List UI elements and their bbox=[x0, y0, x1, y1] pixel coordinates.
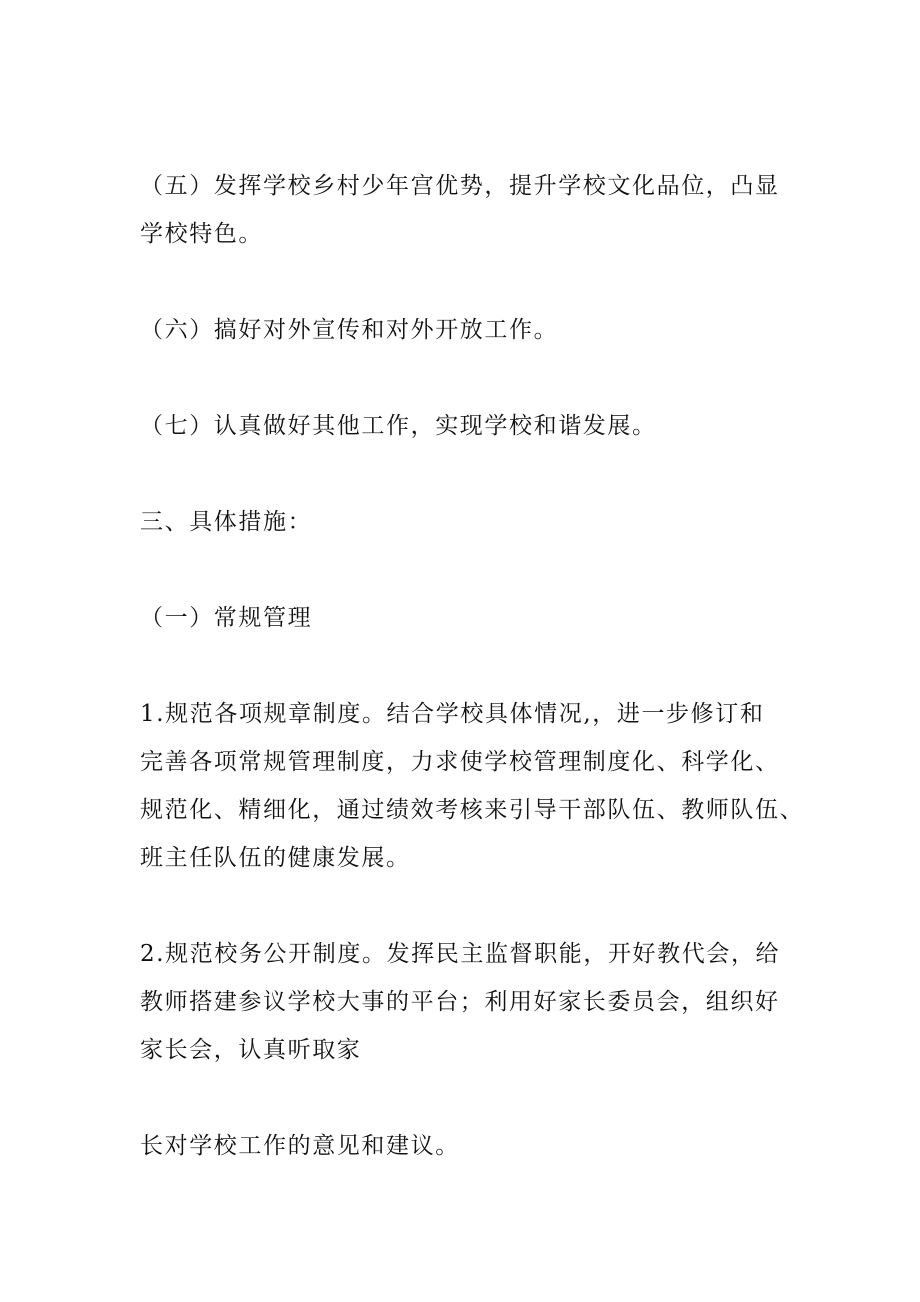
text-line: （六）搞好对外宣传和对外开放工作。 bbox=[140, 317, 559, 343]
text-line: 长对学校工作的意见和建议。 bbox=[140, 1133, 460, 1159]
text-line: 学校特色。 bbox=[140, 221, 263, 247]
text-line: 完善各项常规管理制度，力求使学校管理制度化、科学化、 bbox=[140, 749, 780, 775]
paragraph-five bbox=[140, 162, 790, 258]
item-one bbox=[140, 690, 805, 882]
subsection-heading-one bbox=[140, 594, 790, 642]
text-line: （一）常规管理 bbox=[140, 605, 313, 631]
paragraph-seven bbox=[140, 402, 790, 450]
item-two-continued bbox=[140, 1122, 790, 1170]
section-heading-three bbox=[140, 498, 790, 546]
item-two bbox=[140, 930, 790, 1074]
text-line: 三、具体措施： bbox=[140, 509, 313, 535]
text-line: 规范化、精细化，通过绩效考核来引导干部队伍、教师队伍、 bbox=[140, 797, 805, 823]
text-line: 教师搭建参议学校大事的平台；利用好家长委员会，组织好 bbox=[140, 989, 780, 1015]
text-line: 1.规范各项规章制度。结合学校具体情况,，进一步修订和 bbox=[140, 701, 765, 727]
text-line: （五）发挥学校乡村少年宫优势，提升学校文化品位，凸显 bbox=[140, 173, 780, 199]
paragraph-six bbox=[140, 306, 790, 354]
text-line: 班主任队伍的健康发展。 bbox=[140, 845, 411, 871]
text-line: （七）认真做好其他工作，实现学校和谐发展。 bbox=[140, 413, 657, 439]
text-line: 家长会，认真听取家 bbox=[140, 1037, 362, 1063]
text-line: 2.规范校务公开制度。发挥民主监督职能，开好教代会，给 bbox=[140, 941, 781, 967]
